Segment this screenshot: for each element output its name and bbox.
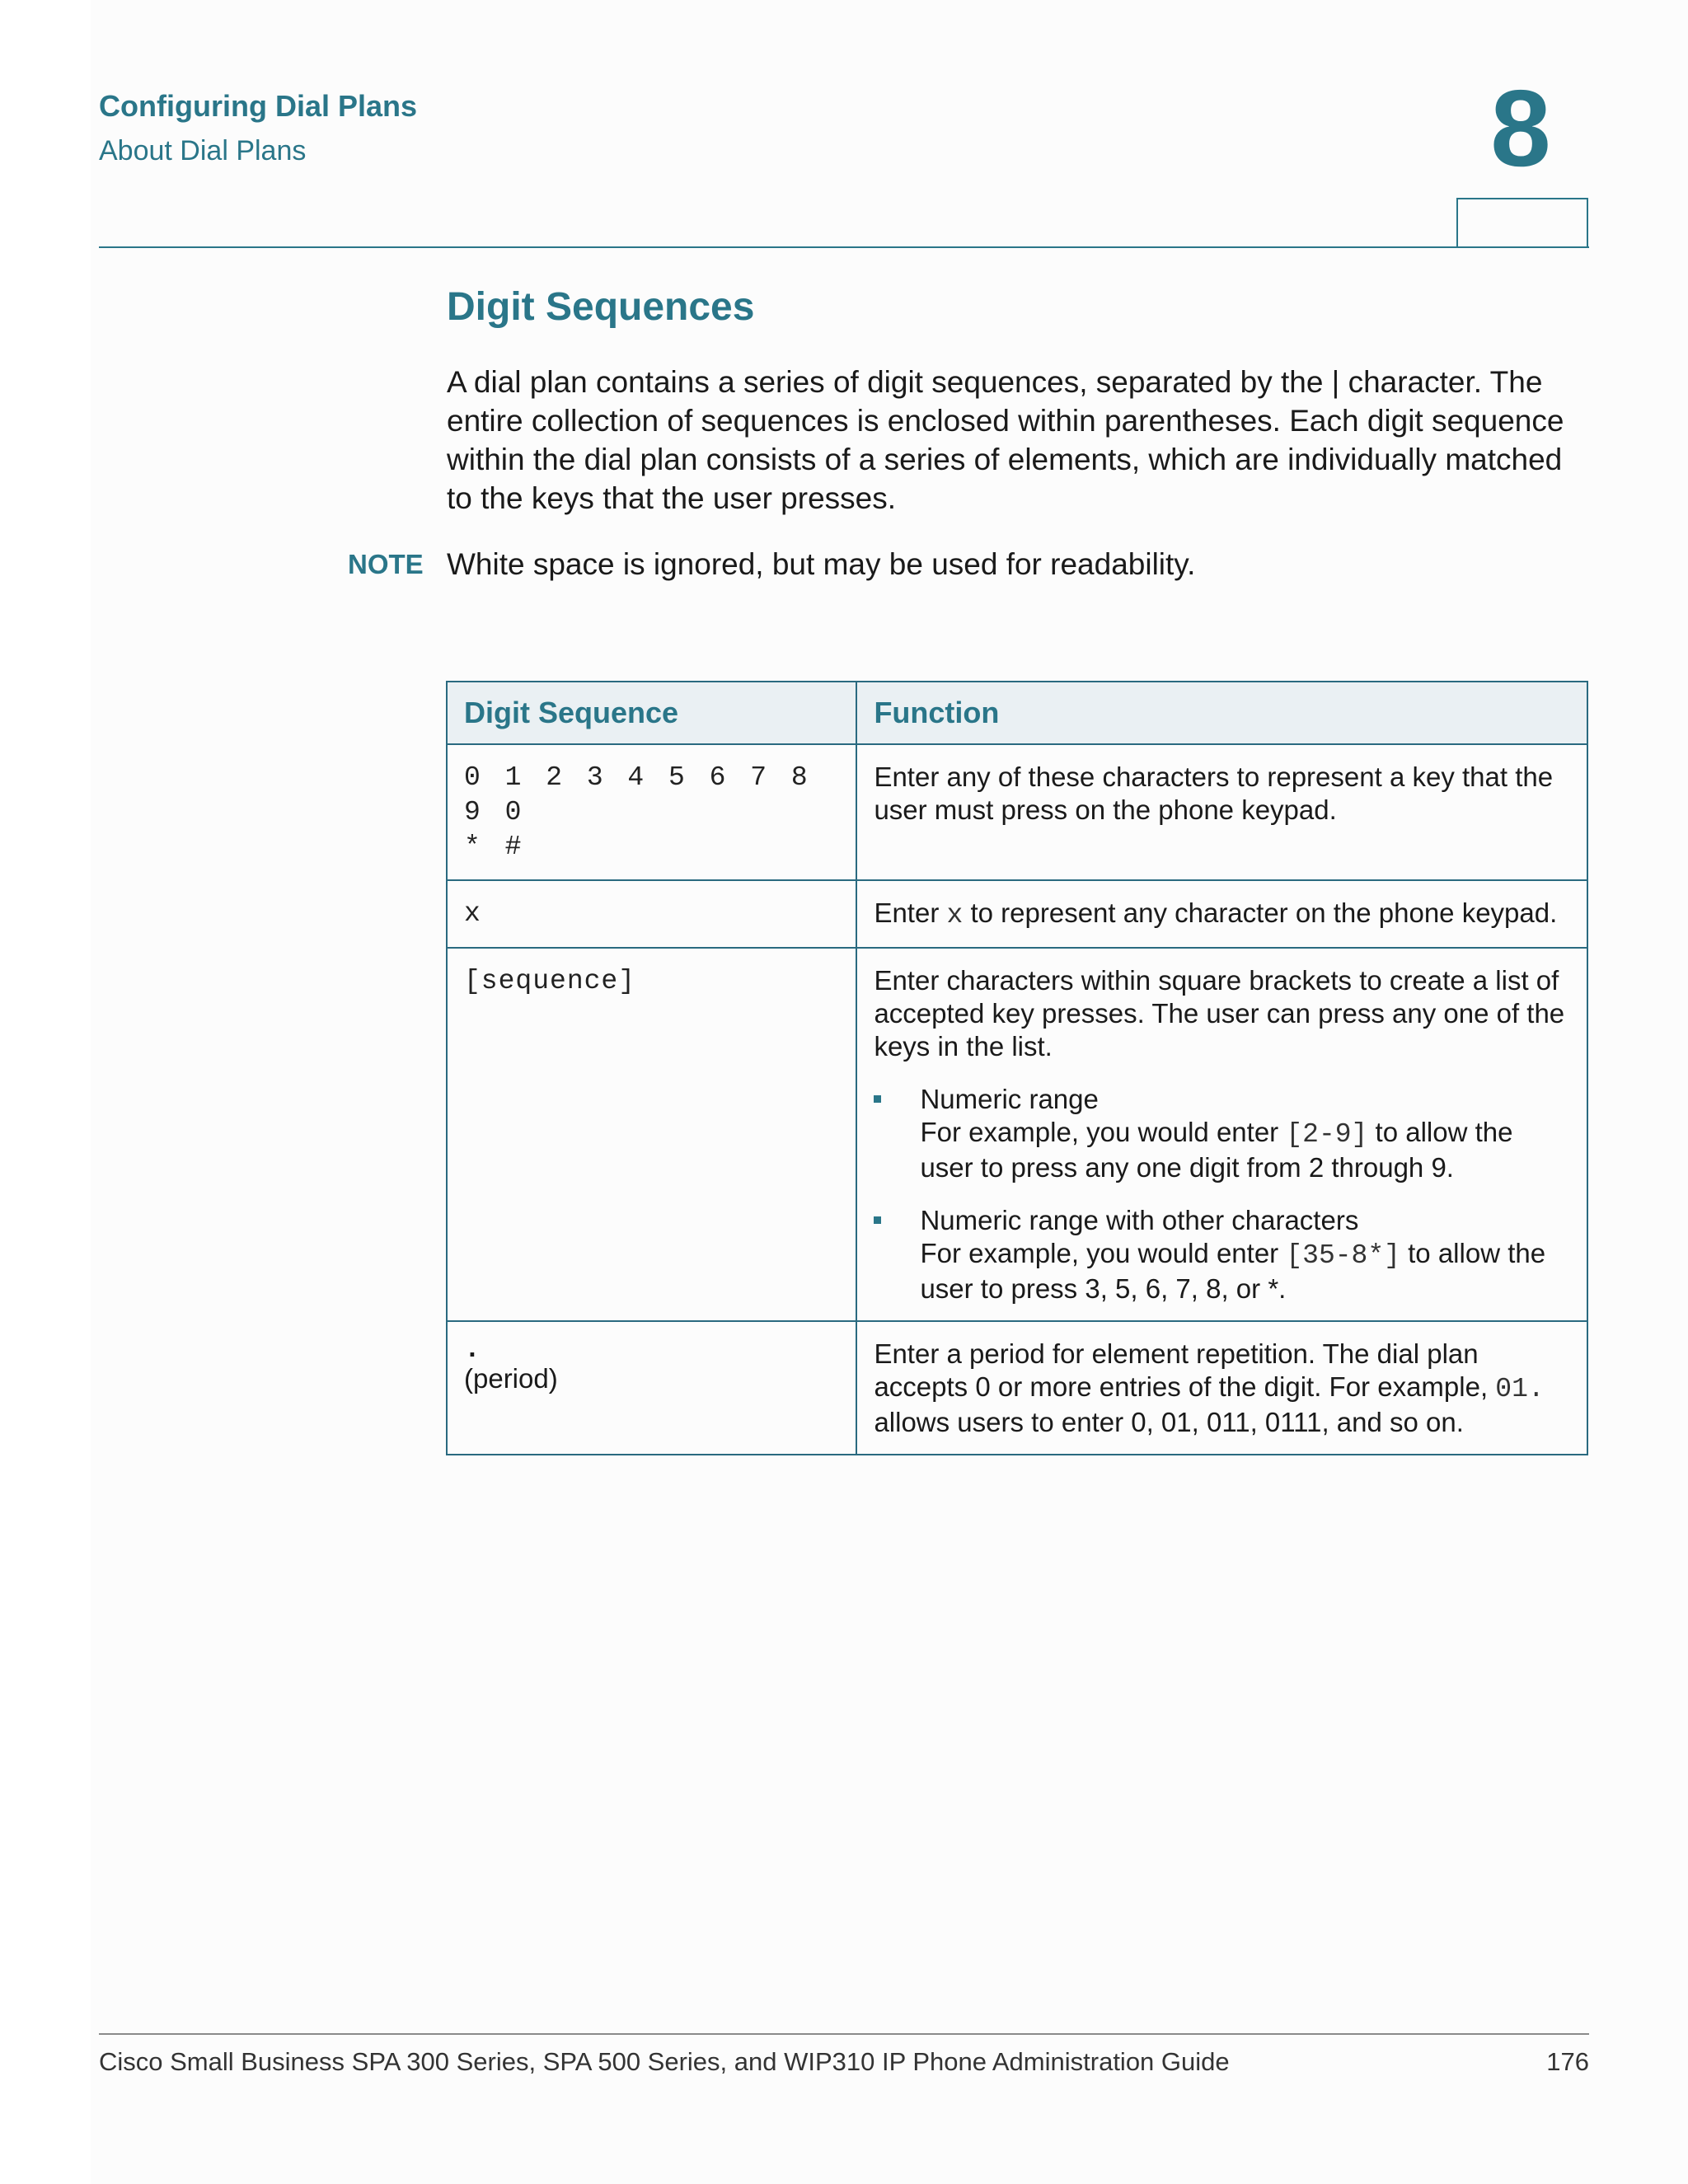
sequence-cell	[447, 744, 856, 880]
column-header-digit-sequence: Digit Sequence	[447, 682, 856, 744]
section-title: About Dial Plans	[99, 135, 307, 166]
function-text-before: Enter	[874, 898, 940, 928]
bullet-square-icon	[874, 1095, 881, 1103]
bullet-text-after: to allow the user to press 3, 5, 6, 7, 8, or *.	[920, 1238, 1546, 1304]
sequence-label: (period)	[464, 1363, 558, 1394]
list-item	[874, 1204, 1570, 1305]
function-text: Enter any of these characters to represent a key that the user must press on the phone keypad.	[874, 762, 1554, 825]
sequence-block	[464, 1322, 839, 1410]
note-label: NOTE	[348, 549, 424, 579]
section-heading: Digit Sequences	[447, 285, 755, 329]
bullet-body	[920, 1237, 1570, 1305]
bullet-title: Numeric range	[920, 1084, 1099, 1114]
bullet-text-before: For example, you would enter	[920, 1238, 1279, 1268]
table-row	[447, 1321, 1587, 1455]
function-text	[874, 881, 1570, 947]
chapter-title: Configuring Dial Plans	[99, 89, 418, 123]
page-number: 176	[1546, 2047, 1589, 2076]
bullet-text-after: to allow the user to press any one digit from 2 through 9.	[920, 1117, 1513, 1183]
sequence-keys-line2: * #	[464, 832, 523, 862]
sequence-keys-line1: 0 1 2 3 4 5 6 7 8 9 0	[464, 762, 809, 827]
sequence-symbol: .	[464, 1334, 481, 1365]
function-block	[874, 949, 1570, 1320]
intro-paragraph: A dial plan contains a series of digit sequences, separated by the | character. The entire collection of sequences is enclosed within parentheses. Each digit sequence within the dial plan consists of a series of elements, which are individually matched to the keys that the user presses.	[447, 365, 1564, 515]
function-code: 01.	[1495, 1374, 1545, 1404]
function-cell	[856, 948, 1587, 1321]
function-text: Enter characters within square brackets to create a list of accepted key presses. The user can press any one of the keys in the list.	[874, 965, 1565, 1062]
function-text-before: Enter a period for element repetition. The dial plan accepts 0 or more entries of the digit. For example,	[874, 1338, 1489, 1402]
bullet-body	[920, 1116, 1570, 1184]
bullet-title: Numeric range with other characters	[920, 1205, 1359, 1235]
footer-rule	[99, 2033, 1589, 2035]
function-cell	[856, 1321, 1587, 1455]
table-header-row	[447, 682, 1587, 744]
table-row	[447, 744, 1587, 880]
table-row	[447, 948, 1587, 1321]
sequence-code: x	[464, 898, 481, 929]
table-row	[447, 880, 1587, 948]
chapter-number: 8	[1490, 68, 1551, 189]
chapter-tab-divider	[1456, 198, 1588, 247]
sequence-cell	[447, 1321, 856, 1455]
note-text: White space is ignored, but may be used for readability.	[447, 547, 1196, 581]
column-header-function: Function	[856, 682, 1587, 744]
digit-sequence-table	[446, 681, 1588, 1455]
bullet-text-before: For example, you would enter	[920, 1117, 1279, 1147]
sequence-cell	[447, 880, 856, 948]
bullet-code: [2-9]	[1286, 1119, 1368, 1150]
sequence-code: [sequence]	[464, 966, 636, 996]
function-cell	[856, 880, 1587, 948]
function-cell	[856, 744, 1587, 880]
bullet-square-icon	[874, 1216, 881, 1224]
function-code: x	[946, 900, 964, 930]
bullet-code: [35-8*]	[1286, 1240, 1400, 1271]
function-text	[874, 1322, 1570, 1454]
list-item	[874, 1083, 1570, 1184]
footer-title: Cisco Small Business SPA 300 Series, SPA 500 Series, and WIP310 IP Phone Administration Guide	[99, 2047, 1230, 2076]
sequence-cell	[447, 948, 856, 1321]
function-text-after: to represent any character on the phone keypad.	[970, 898, 1558, 928]
function-text-after: allows users to enter 0, 01, 011, 0111, and so on.	[874, 1407, 1464, 1437]
header-rule	[99, 246, 1589, 248]
